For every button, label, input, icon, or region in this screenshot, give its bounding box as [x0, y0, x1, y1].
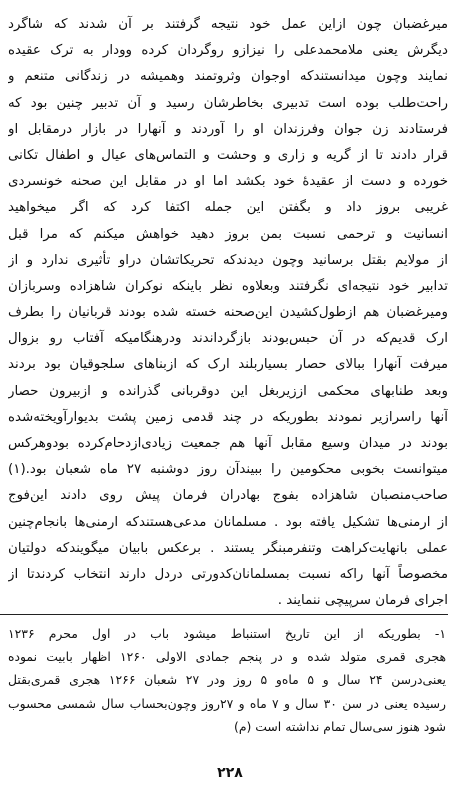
- body-line: صاحب‌منصبان شاهزاده بفوج بهادران فرمان پیش روی دادند این‌فوج: [8, 488, 448, 504]
- body-line: دیگرش یعنی ملامحمدعلی را نیزازو روگردان کرده وودار به ترک عقیده: [8, 43, 448, 59]
- body-line: بودند در میدان وسیع مقابل آنها هم جمعیت زیادی‌ازدحام‌کرده بودوهرکس: [8, 436, 448, 451]
- body-line: نمایند وچون میدانستندکه اوجوان وثروتمند وهمیشه در زندگانی متنعم و: [8, 69, 448, 85]
- body-line: میرفت آنهارا ببالای حصار بسیاربلند ارک که ازبناهای سلجوقیان بود بردند: [8, 357, 448, 373]
- body-line: انسانیت و ترحمی نسبت بمن بروز دهید خواهش میکنم که مرا قبل: [8, 226, 448, 242]
- body-line: خورده و دست از عقیدهٔ خود بکشد اما او در مقابل این صحنه خونسردی: [8, 174, 448, 190]
- footnote-line: هجری قمری متولد شده و در پنجم جمادی الاولی ۱۲۶۰ اظهار بابیت نموده: [8, 649, 446, 665]
- footnote-line: یعنی‌درسن ۲۴ سال و ۵ ماه‌و ۵ روز ودر ۲۷ شعبان ۱۲۶۶ هجری قمری‌بقتل: [8, 672, 446, 688]
- footnote-line: ۱- بطوریکه از این تاریخ استنباط میشود باب در اول محرم ۱۲۳۶: [8, 626, 446, 641]
- body-line: غریبی بروز داد و بگفتن این جمله اکتفا کرد که اگر میخواهید: [8, 200, 448, 216]
- body-line: وبعد طنابهای محکمی اززیربغل این دوقربانی گذرانده و ازبیرون حصار: [8, 383, 448, 399]
- footnote: [8, 622, 446, 738]
- body-line: میتوانست بخوبی محکومین را ببیندآن روز دوشنبه ۲۷ ماه شعبان بود.(۱): [8, 462, 448, 478]
- body-text: [8, 12, 448, 614]
- body-line: عملی بانهایت‌کراهت وتنفرمبنگر یستند . برعکس بابیان میگویندکه دولتیان: [8, 540, 448, 556]
- body-line: اجرای فرمان سرپیچی ننمایند .: [277, 593, 448, 609]
- body-line: راحت‌طلب بوده است تدبیری بخاطرشان رسید و آن تدبیر چنین بود که: [8, 95, 448, 111]
- page-number: ۲۲۸: [217, 765, 243, 781]
- body-line: فرستادند زن جوان وفرزندان او را آوردند و آنهارا در بازار درمقابل او: [8, 121, 448, 137]
- body-line: آنها راسرازیر نمودند بطوریکه در چند قدمی زمین پشت بدیوارآویخته‌شده: [8, 409, 448, 425]
- body-line: مخصوصاً آنها راکه نسبت بمسلمانان‌کدورتی دردل دارند انتخاب کردندتا از: [8, 566, 448, 582]
- body-line: از مولایم بقتل برسانید وچون دیدندکه تحریکاتشان دراو تأثیری ندارد و از: [8, 252, 448, 268]
- body-line: ومیرغضبان هم ازطول‌کشیدن این‌صحنه خسته شده بودند قربانیان را بطرف: [8, 305, 448, 321]
- body-line: ارک قدیم‌که در آن حبس‌بودند بازگرداندند ودرهنگامیکه آفتاب رو بزوال: [8, 331, 448, 347]
- body-line: تدابیر خود نتیجه‌ای نگرفتند وبعلاوه نظر باینکه نوکران شاهزاده وسربازان: [8, 278, 448, 294]
- body-line: از ارمنی‌ها تشکیل یافته بود . مسلمانان مدعی‌هستندکه ارمنی‌ها بانجام‌چنین: [8, 514, 448, 530]
- footnote-line: رسیده یعنی در سن ۳۰ سال و ۷ ماه و ۲۷روز وچون‌بحساب سال شمسی محسوب: [8, 695, 446, 711]
- footnote-line: شود هنوز سی‌سال تمام نداشته است (م): [233, 718, 446, 734]
- footnote-separator: [0, 614, 448, 615]
- body-line: قرار دادند تا از گریه و زاری و وحشت و التماس‌های عیال و اطفال تکانی: [8, 147, 448, 163]
- body-line: میرغضبان چون ازاین عمل خود نتیجه گرفتند بر آن شدند که شاگرد: [8, 17, 448, 32]
